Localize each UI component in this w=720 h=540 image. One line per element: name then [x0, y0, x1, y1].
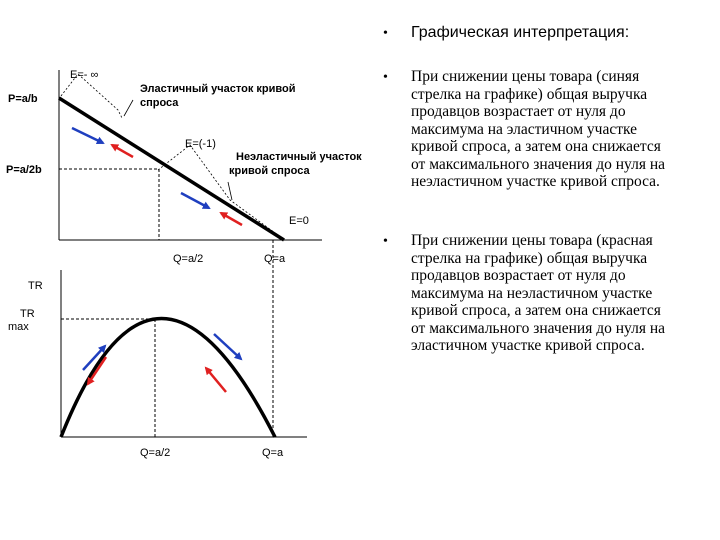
- inelastic-pointer: [228, 182, 232, 200]
- elastic-note: Эластичный участок кривой спроса: [140, 83, 296, 109]
- bullet-text-2: При снижении цены товара (красная стрелка на графике) общая выручка продавцов возрастает от нуля до максимума на неэластичном участке кривой спроса, а затем она снижается от максимального значения до нуля на эластичном участке кривой спроса.: [411, 232, 665, 354]
- heading: Графическая интерпретация:: [411, 24, 630, 41]
- label-tr-max: TR max: [8, 308, 35, 333]
- bullet-text-1: При снижении цены товара (синяя стрелка на графике) общая выручка продавцов возрастает от нуля до максимума на эластичном участке кривой спроса, а затем она снижается от максимального значения до нуля на неэластичном участке кривой спроса.: [411, 68, 665, 190]
- elastic-pointer: [124, 100, 133, 116]
- demand-graph: [6, 69, 365, 265]
- demand-red-arrow-left: [112, 145, 133, 157]
- heading-bullet: •: [383, 26, 388, 41]
- demand-blue-arrow-right: [181, 193, 209, 208]
- label-p-a2b: P=a/2b: [6, 164, 42, 176]
- demand-blue-arrow-left: [72, 128, 103, 143]
- label-q-half-bottom: Q=a/2: [140, 447, 171, 459]
- demand-red-arrow-right: [221, 213, 242, 225]
- inelastic-note: Неэластичный участок кривой спроса: [229, 151, 362, 177]
- label-q-a-top: Q=a: [264, 253, 286, 265]
- label-e-infinity: E=- ∞: [70, 69, 99, 81]
- label-q-a-bottom: Q=a: [262, 447, 284, 459]
- label-p-ab: P=a/b: [8, 93, 38, 105]
- label-tr: TR: [28, 280, 43, 292]
- label-q-half-top: Q=a/2: [173, 253, 204, 265]
- label-e-zero: E=0: [289, 215, 309, 227]
- label-e-minus-one: E=(-1): [185, 138, 216, 150]
- bullet-marker-1: •: [383, 70, 388, 85]
- tr-red-arrow-right: [206, 368, 226, 392]
- tr-blue-arrow-right: [214, 334, 241, 359]
- bullet-marker-2: •: [383, 234, 388, 249]
- tr-graph: [8, 240, 307, 459]
